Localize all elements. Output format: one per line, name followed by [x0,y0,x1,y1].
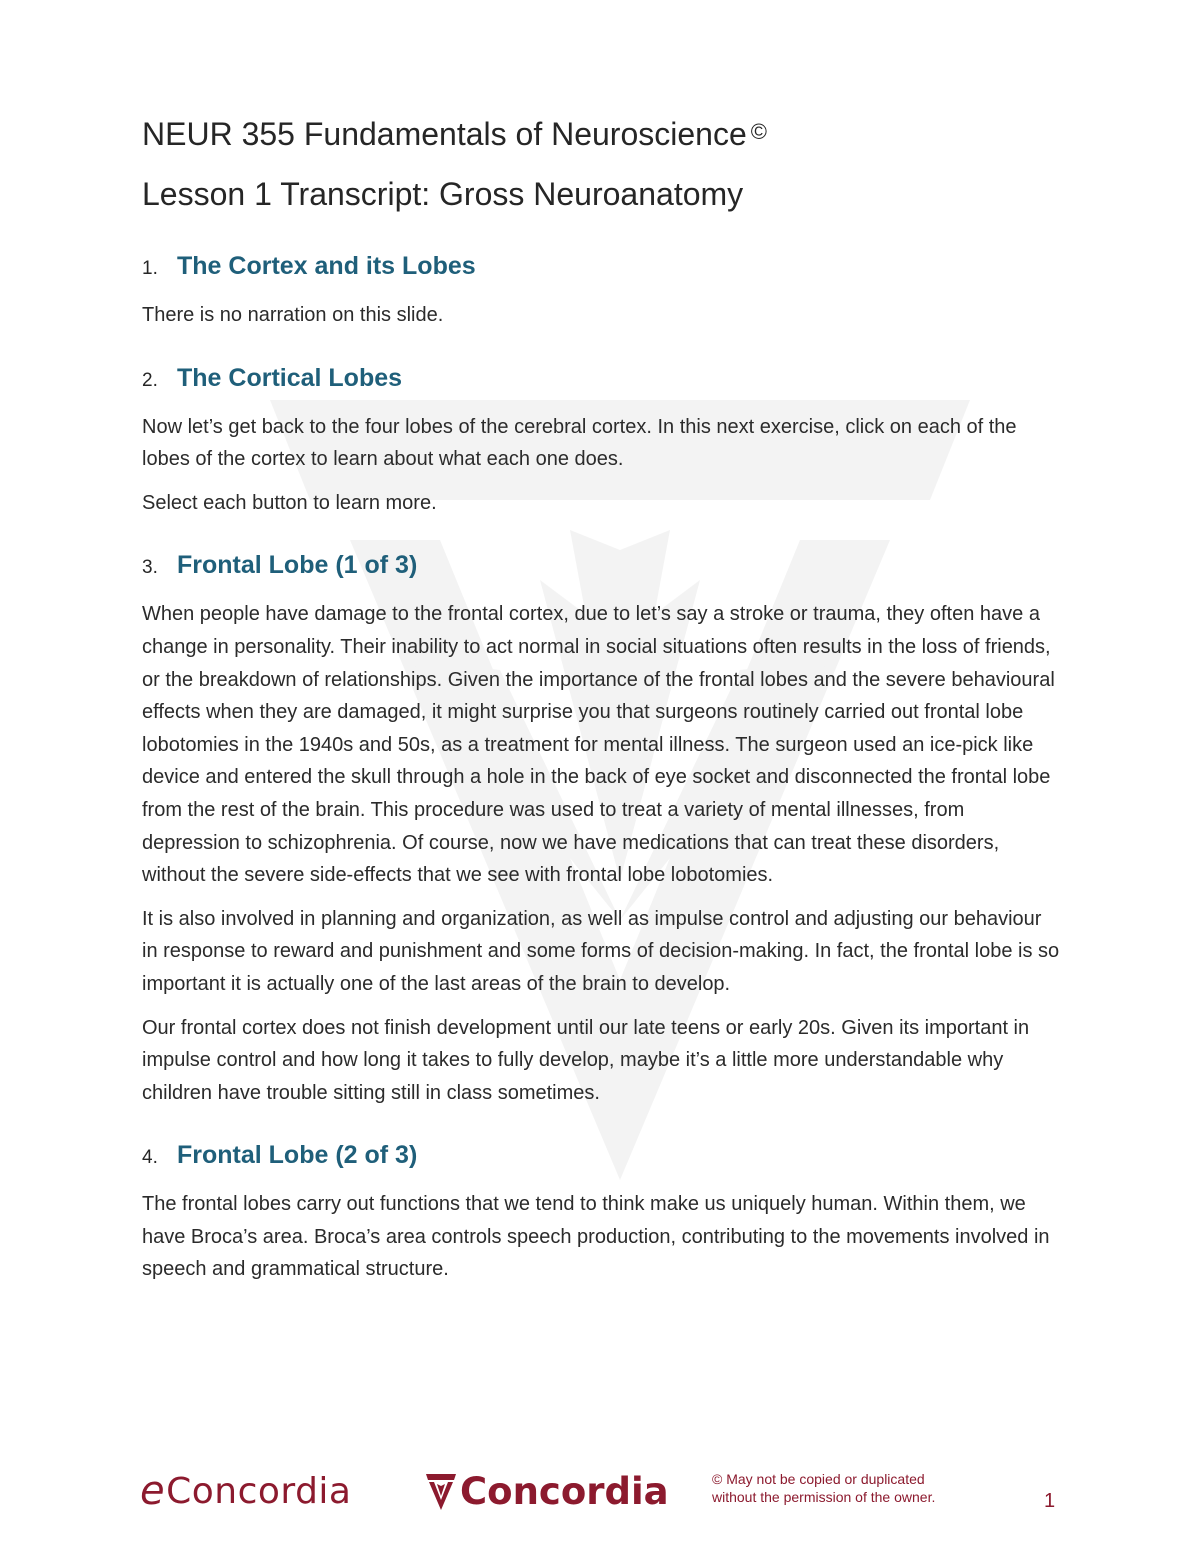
paragraph: It is also involved in planning and organization, as well as impulse control and adjusting our behaviour in response to reward and punishment and some forms of decision-making. In fact, the frontal lobe is so important it is actually one of the last areas of the brain to develop. [142,907,1060,995]
section-frontal-lobe-2 [142,1139,1062,1286]
econcordia-logo-text: Concordia [166,1470,352,1512]
document-title [142,110,1062,156]
section-title: Frontal Lobe (2 of 3) [177,1141,418,1170]
copyright-mark: © [750,119,767,144]
copyright-notice [712,1470,992,1506]
section-frontal-lobe-1 [142,549,1062,1109]
section-title: The Cortical Lobes [177,363,403,392]
document-subtitle: Lesson 1 Transcript: Gross Neuroanatomy [142,176,744,212]
transcript-content [142,110,1062,1297]
section-heading [142,1139,1062,1174]
section-heading [142,549,1062,584]
section-number: 1. [142,258,158,279]
paragraph: There is no narration on this slide. [142,304,444,326]
copyright-notice-line: © May not be copied or duplicated [712,1471,925,1487]
section-number: 3. [142,557,158,579]
concordia-logo [424,1466,669,1516]
section-heading [142,362,1062,397]
section-number: 2. [142,369,158,391]
section-heading [142,250,1062,285]
section-title: Frontal Lobe (1 of 3) [177,551,418,580]
section-cortical-lobes [142,362,1062,520]
econcordia-logo-e: e [140,1468,166,1514]
concordia-logo-text: Concordia [460,1469,669,1513]
paragraph: Select each button to learn more. [142,491,437,514]
document-title-text: NEUR 355 Fundamentals of Neuroscience [142,116,747,152]
paragraph: When people have damage to the frontal cortex, due to let’s say a stroke or trauma, they often have a change in personality. Their inability to act normal in social situations often results in the loss of friends, or the breakdown of relationships. Given the importance of the frontal lobes and the severe behavioural effects when they are damaged, it might surprise you that surgeons routinely carried out frontal lobe lobotomies in the 1940s and 50s, as a treatment for mental illness. The surgeon used an ice-pick like device and entered the skull through a hole in the back of eye socket and disconnected the frontal lobe from the rest of the brain. This procedure was used to treat a variety of mental illnesses, from depression to schizophrenia. Of course, now we have medications that can treat these disorders, without the severe side-effects that we see with frontal lobe lobotomies. [142,603,1055,887]
paragraph: Our frontal cortex does not finish development until our late teens or early 20s. Given its important in impulse control and how long it takes to fully develop, maybe it’s a little more understandable why children have trouble sitting still in class sometimes. [142,1016,1030,1104]
section-number: 4. [142,1147,158,1169]
page-number: 1 [1044,1490,1056,1512]
copyright-notice-line: without the permission of the owner. [712,1489,936,1505]
paragraph: Now let’s get back to the four lobes of the cerebral cortex. In this next exercise, click on each of the lobes of the cortex to learn about what each one does. [142,415,1017,471]
section-title: The Cortex and its Lobes [177,252,476,280]
page-footer [0,1462,1200,1542]
paragraph: The frontal lobes carry out functions that we tend to think make us uniquely human. Within them, we have Broca’s area. Broca’s area controls speech production, contributing to the movements involved in speech and grammatical structure. [142,1193,1050,1281]
concordia-shield-icon [424,1470,458,1512]
section-cortex-and-lobes [142,250,1062,332]
econcordia-logo [140,1466,352,1516]
